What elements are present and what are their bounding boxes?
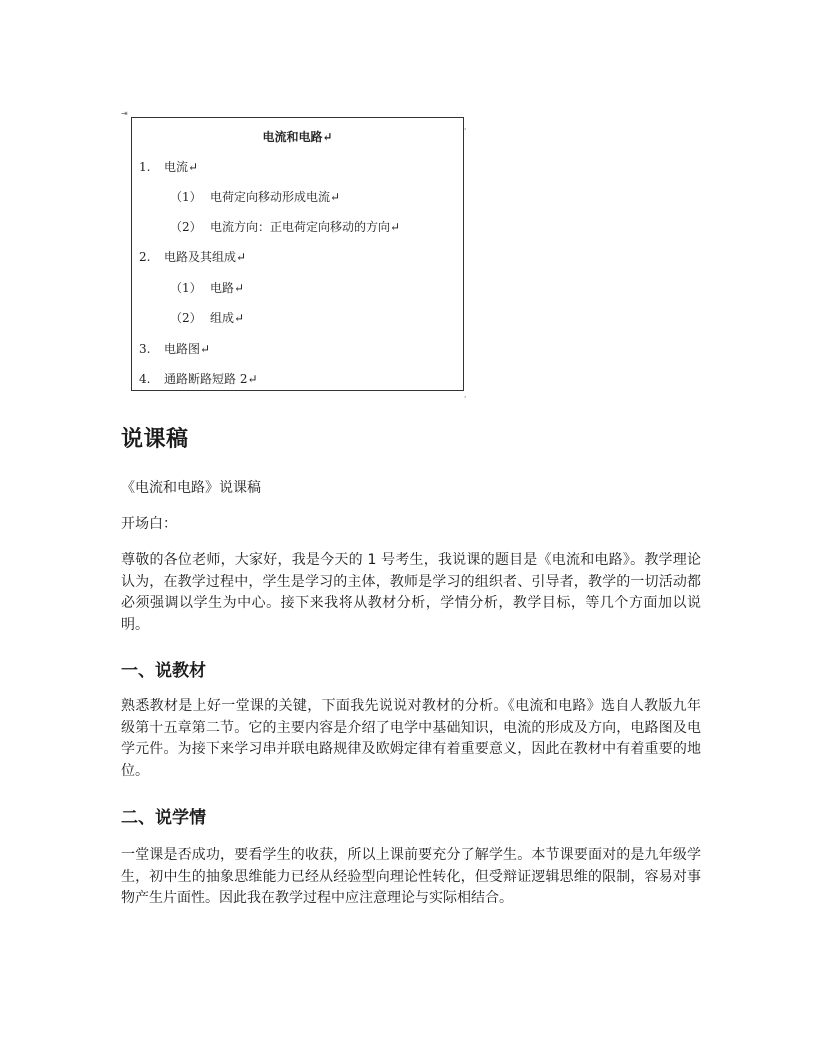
intro-paragraph: 尊敬的各位老师，大家好，我是今天的 1 号考生，我说课的题目是《电流和电路》。教学理论认为，在教学过程中，学生是学习的主体，教师是学习的组织者、引导者，教学的一切活动都必须强调以学生为中心。接下来我将从教材分析，学情分析，教学目标，等几个方面加以说明。	[121, 552, 701, 633]
outline-text: 通路断路短路 2↵	[164, 372, 258, 386]
outline-text: 组成↵	[210, 311, 245, 325]
section-learners-heading: 二、说学情	[121, 808, 206, 828]
outline-number: （2）	[170, 311, 202, 325]
outline-item-2-2	[170, 309, 244, 326]
outline-text: 电流↵	[164, 160, 199, 174]
opening-label: 开场白：	[121, 516, 177, 532]
anchor-mark: ⇥	[121, 109, 128, 118]
outline-item-3	[139, 340, 210, 357]
outline-item-2	[139, 248, 246, 265]
corner-mark: ˌ	[464, 122, 467, 131]
corner-mark: ˌ	[464, 390, 467, 399]
section-learners-body: 一堂课是否成功，要看学生的收获，所以上课前要充分了解学生。本节课要面对的是九年级学生，初中生的抽象思维能力已经从经验型向理论性转化，但受辩证逻辑思维的限制，容易对事物产生片面性。因此我在教学过程中应注意理论与实际相结合。	[121, 847, 701, 906]
outline-text: 电荷定向移动形成电流↵	[210, 190, 341, 204]
outline-item-1-1	[170, 188, 340, 205]
outline-text: 电流方向：正电荷定向移动的方向↵	[210, 220, 401, 234]
outline-text: 电路↵	[210, 281, 245, 295]
document-title: 说课稿	[121, 427, 189, 452]
outline-item-1	[139, 158, 198, 175]
outline-text: 电路及其组成↵	[164, 250, 247, 264]
outline-number: （2）	[170, 220, 202, 234]
outline-number: （1）	[170, 281, 202, 295]
section-textbook-heading: 一、说教材	[121, 661, 206, 681]
outline-item-4	[139, 370, 258, 387]
outline-number: 2.	[139, 250, 151, 264]
lesson-subtitle: 《电流和电路》说课稿	[121, 480, 261, 496]
outline-number: 4.	[139, 372, 151, 386]
outline-box	[131, 117, 467, 391]
section-textbook-body: 熟悉教材是上好一堂课的关键，下面我先说说对教材的分析。《电流和电路》选自人教版九年级第十五章第二节。它的主要内容是介绍了电学中基础知识，电流的形成及方向，电路图及电学元件。为接下来学习串并联电路规律及欧姆定律有着重要意义，因此在教材中有着重要的地位。	[121, 698, 701, 779]
outline-number: 3.	[139, 342, 151, 356]
outline-title: 电流和电路↵	[262, 130, 333, 144]
outline-number: 1.	[139, 160, 151, 174]
outline-item-2-1	[170, 279, 244, 296]
outline-text: 电路图↵	[164, 342, 211, 356]
outline-number: （1）	[170, 190, 202, 204]
outline-item-1-2	[170, 218, 400, 235]
